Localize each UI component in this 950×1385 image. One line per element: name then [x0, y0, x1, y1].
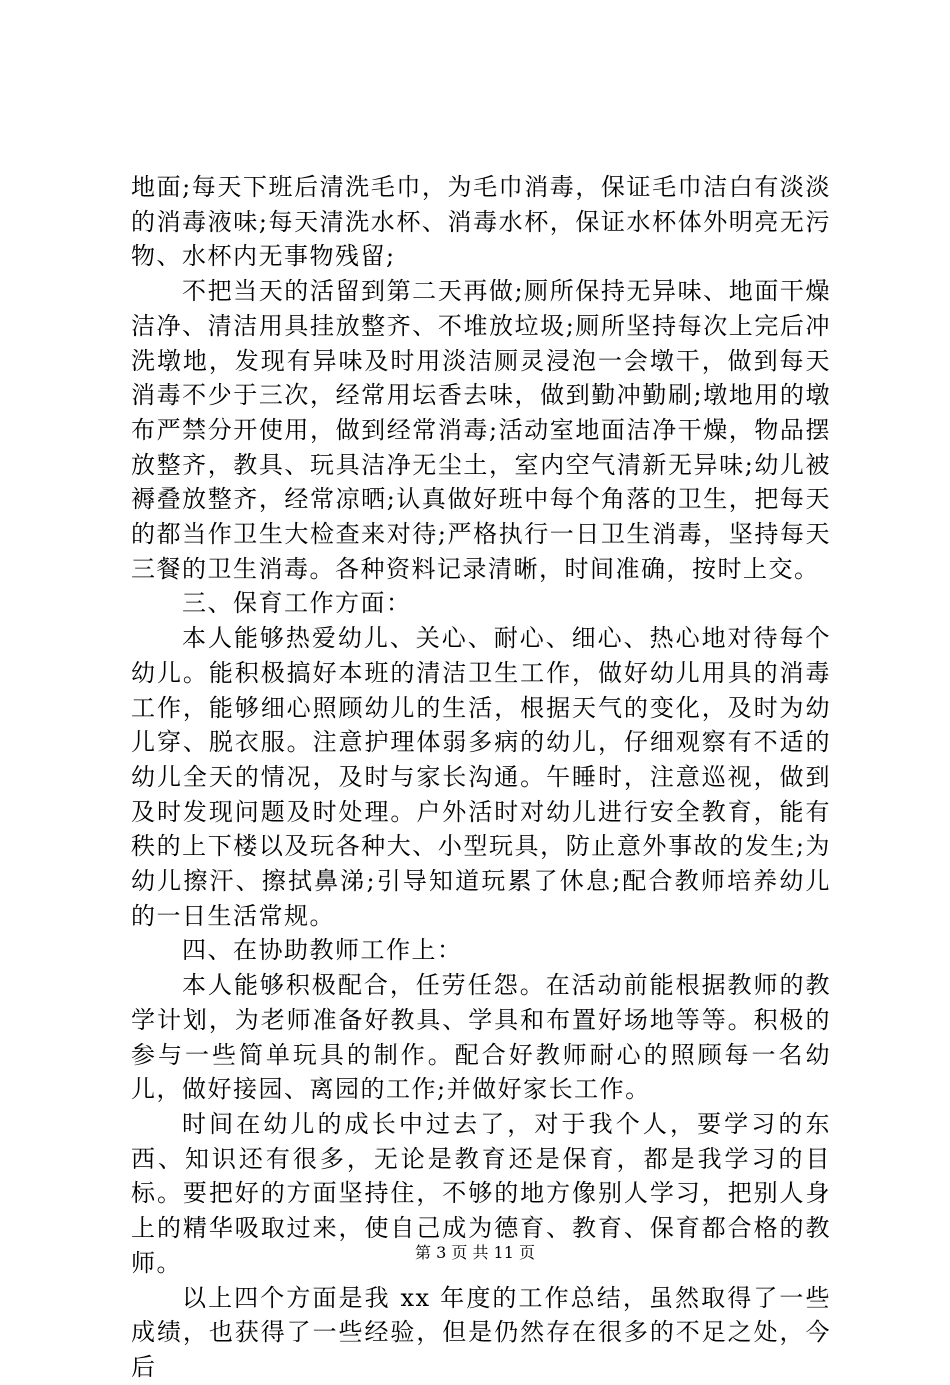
paragraph-2: 不把当天的活留到第二天再做;厕所保持无异味、地面干燥洁净、清洁用具挂放整齐、不堆放垃圾;厕所坚持每次上完后冲洗墩地，发现有异味及时用淡洁厕灵浸泡一会墩干，做到每天消毒不少于三次，经常用坛香去味，做到勤冲勤刷;墩地用的墩布严禁分开使用，做到经常消毒;活动室地面洁净干燥，物品摆放整齐，教具、玩具洁净无尘土，室内空气清新无异味;幼儿被褥叠放整齐，经常凉晒;认真做好班中每个角落的卫生，把每天的都当作卫生大检查来对待;严格执行一日卫生消毒，坚持每天三餐的卫生消毒。各种资料记录清晰，时间准确，按时上交。 [131, 277, 831, 583]
page-number-footer: 第 3 页 共 11 页 [415, 1243, 535, 1262]
paragraph-1: 地面;每天下班后清洗毛巾，为毛巾消毒，保证毛巾洁白有淡淡的消毒液味;每天清洗水杯、消毒水杯，保证水杯体外明亮无污物、水杯内无事物残留; [131, 173, 831, 271]
paragraph-6: 本人能够积极配合，任劳任怨。在活动前能根据教师的教学计划，为老师准备好教具、学具和布置好场地等等。积极的参与一些简单玩具的制作。配合好教师耐心的照顾每一名幼儿，做好接园、离园的工作;并做好家长工作。 [131, 971, 831, 1104]
section-heading-4: 四、在协助教师工作上： [182, 936, 463, 965]
section-heading-3: 三、保育工作方面： [182, 589, 412, 618]
paragraph-8: 以上四个方面是我 xx 年度的工作总结，虽然取得了一些成绩，也获得了一些经验，但是仍然存在很多的不足之处，今后 [131, 1283, 831, 1381]
body-text [131, 170, 831, 1385]
paragraph-4: 本人能够热爱幼儿、关心、耐心、细心、热心地对待每个幼儿。能积极搞好本班的清洁卫生工作，做好幼儿用具的消毒工作，能够细心照顾幼儿的生活，根据天气的变化，及时为幼儿穿、脱衣服。注意护理体弱多病的幼儿，仔细观察有不适的幼儿全天的情况，及时与家长沟通。午睡时，注意巡视，做到及时发现问题及时处理。户外活时对幼儿进行安全教育，能有秩的上下楼以及玩各种大、小型玩具，防止意外事故的发生;为幼儿擦汗、擦拭鼻涕;引导知道玩累了休息;配合教师培养幼儿的一日生活常规。 [131, 624, 831, 930]
paragraph-7: 时间在幼儿的成长中过去了，对于我个人，要学习的东西、知识还有很多，无论是教育还是保育，都是我学习的目标。要把好的方面坚持住，不够的地方像别人学习，把别人身上的精华吸取过来，使自己成为德育、教育、保育都合格的教师。 [131, 1109, 831, 1277]
